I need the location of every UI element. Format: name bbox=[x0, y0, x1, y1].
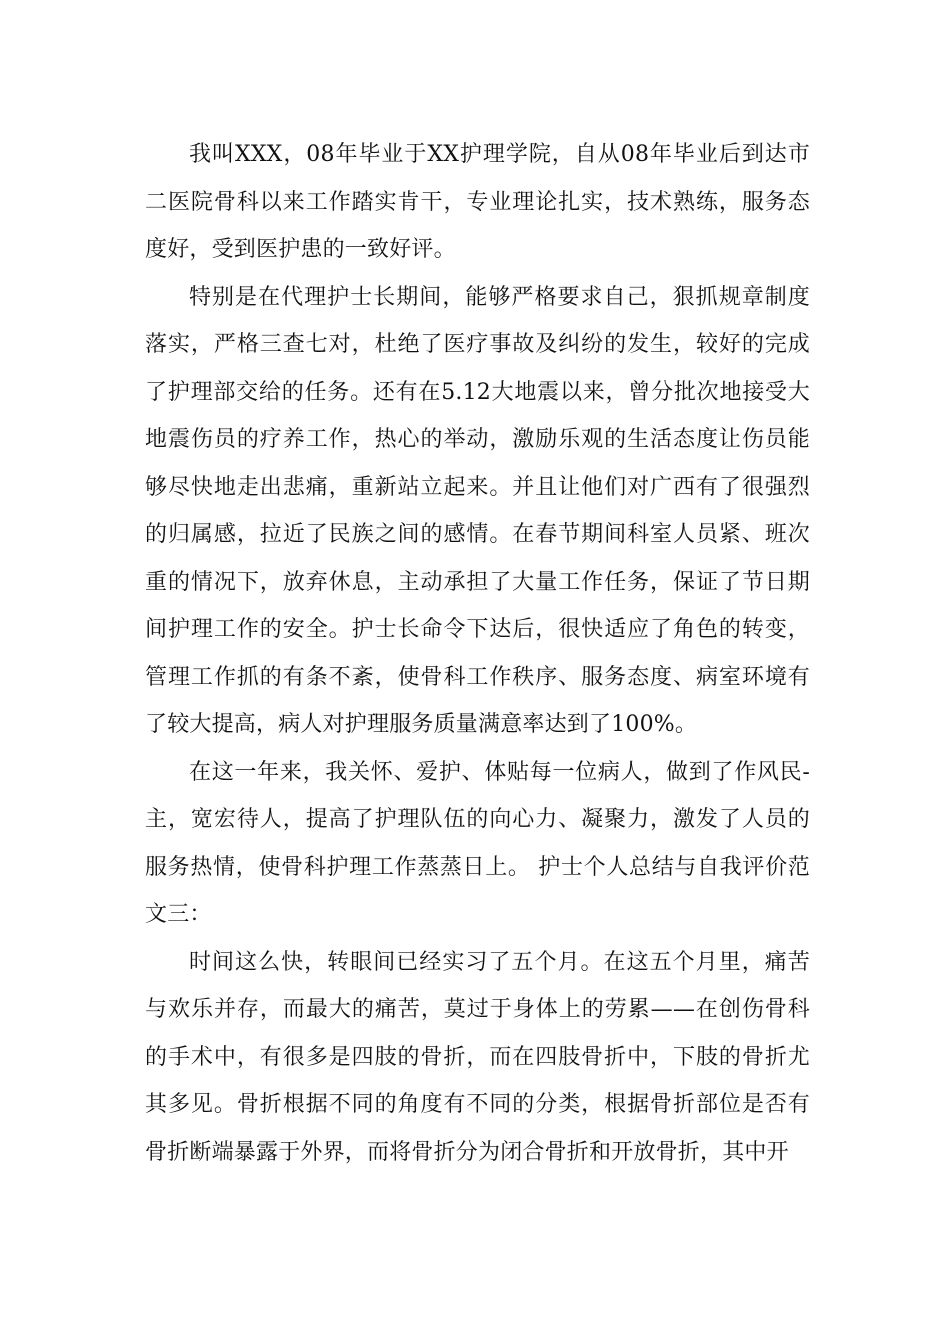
paragraph-2: 特别是在代理护士长期间，能够严格要求自己，狠抓规章制度落实，严格三查七对，杜绝了医疗事故及纠纷的发生，较好的完成了护理部交给的任务。还有在5.12大地震以来，曾分批次地接受大地震伤员的疗养工作，热心的举动，激励乐观的生活态度让伤员能够尽快地走出悲痛，重新站立起来。并且让他们对广西有了很强烈的归属感，拉近了民族之间的感情。在春节期间科室人员紧、班次重的情况下，放弃休息，主动承担了大量工作任务，保证了节日期间护理工作的安全。护士长命令下达后，很快适应了角色的转变，管理工作抓的有条不紊，使骨科工作秩序、服务态度、病室环境有了较大提高，病人对护理服务质量满意率达到了100%。 bbox=[145, 284, 810, 737]
paragraph-4: 时间这么快，转眼间已经实习了五个月。在这五个月里，痛苦与欢乐并存，而最大的痛苦，莫过于身体上的劳累——在创伤骨科的手术中，有很多是四肢的骨折，而在四肢骨折中，下肢的骨折尤其多见。骨折根据不同的角度有不同的分类，根据骨折部位是否有骨折断端暴露于外界，而将骨折分为闭合骨折和开放骨折，其中开 bbox=[145, 949, 810, 1165]
paragraph-1: 我叫XXX，08年毕业于XX护理学院，自从08年毕业后到达市二医院骨科以来工作踏实肯干，专业理论扎实，技术熟练，服务态度好，受到医护患的一致好评。 bbox=[145, 142, 810, 262]
document-body bbox=[145, 131, 810, 1176]
paragraph-3: 在这一年来，我关怀、爱护、体贴每一位病人，做到了作风民-主，宽宏待人，提高了护理队伍的向心力、凝聚力，激发了人员的服务热情，使骨科护理工作蒸蒸日上。 护士个人总结与自我评价范文三： bbox=[145, 759, 810, 927]
